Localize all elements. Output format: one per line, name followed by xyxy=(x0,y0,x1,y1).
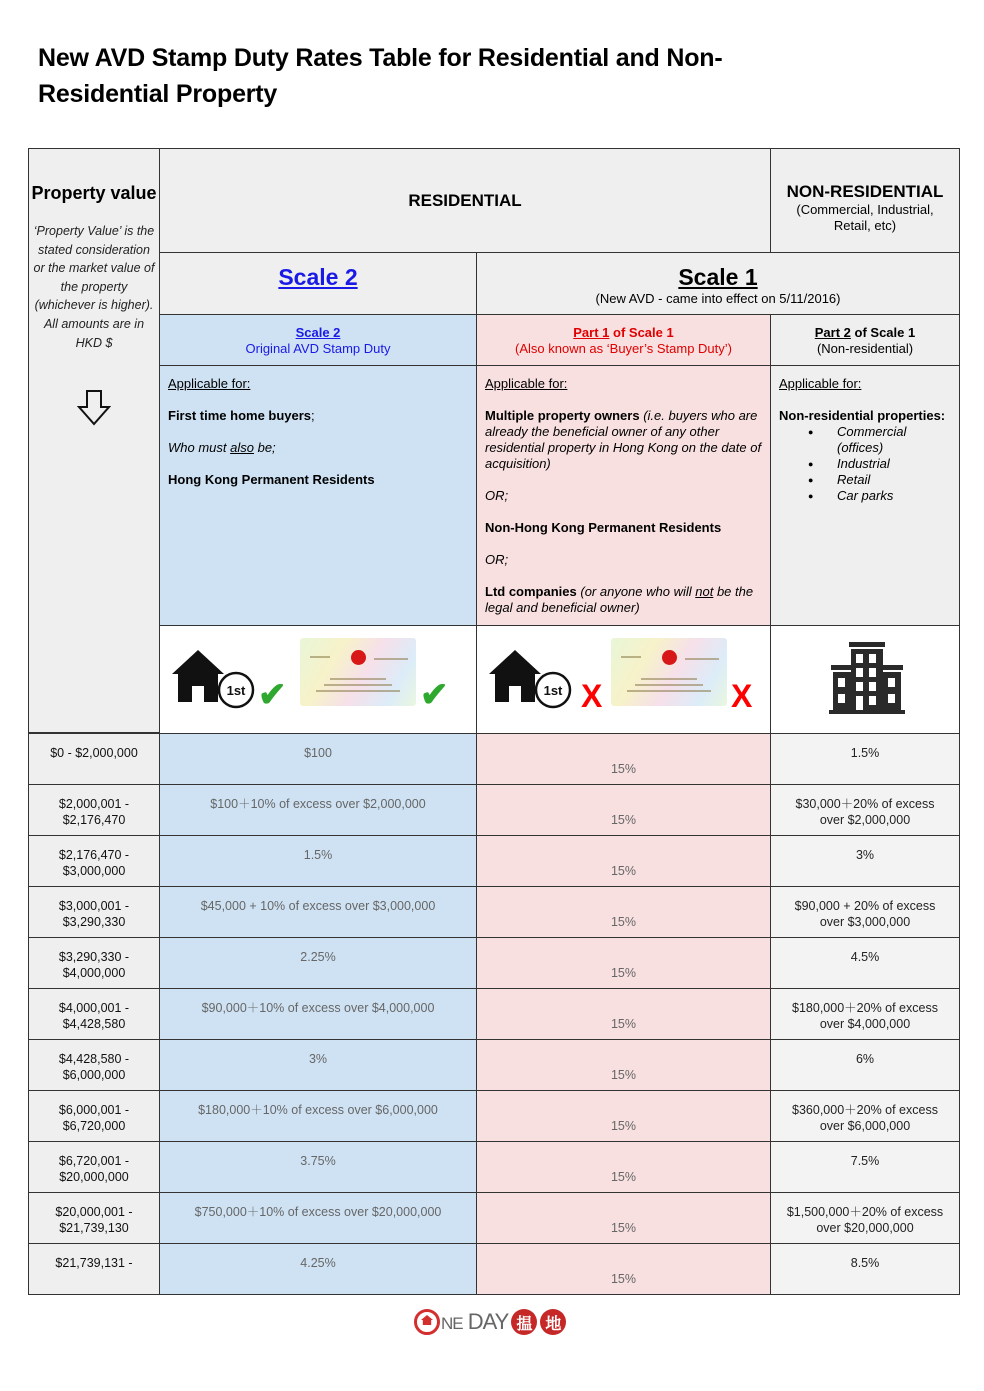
part2-rate-cell xyxy=(770,886,960,938)
scale1-sub: (New AVD - came into effect on 5/11/2016) xyxy=(595,291,841,306)
part1-rate-cell xyxy=(476,1192,771,1244)
rate-range-cell xyxy=(28,1090,160,1142)
list-item: ● Commercial (offices) xyxy=(837,424,951,456)
col-part2-link: Part 2 xyxy=(814,325,851,340)
rate-range-cell-text: $21,739,131 - xyxy=(55,1256,133,1270)
rate-range-cell xyxy=(28,1039,160,1091)
scale1-title: Scale 1 xyxy=(678,264,758,290)
scale2-rate-cell xyxy=(159,886,477,938)
scale2-rate-cell xyxy=(159,988,477,1040)
col-part1-link[interactable]: Part 1 xyxy=(573,325,610,340)
non-res-list xyxy=(779,424,951,504)
who-must-text: Who must xyxy=(168,440,231,455)
cross-icon: X xyxy=(581,678,603,714)
part1-rate-cell xyxy=(476,886,771,938)
scale2-rate-cell xyxy=(159,784,477,836)
part2-rate-cell-text: 1.5% xyxy=(850,746,880,760)
logo-zh-1: 揾 xyxy=(511,1309,537,1335)
scale2-applicability xyxy=(159,365,477,626)
part2-rate-cell xyxy=(770,733,960,785)
part2-rate-cell-text: $30,000＋20% of excess over $2,000,000 xyxy=(795,797,935,827)
also-text: also xyxy=(230,440,254,455)
arrow-down-icon xyxy=(77,390,111,426)
oneday-logo xyxy=(414,1306,574,1338)
rate-range-cell-text: $2,000,001 - $2,176,470 xyxy=(58,797,130,827)
scale2-rate-cell-text: 3% xyxy=(308,1052,328,1066)
col-part1-rest: of Scale 1 xyxy=(609,325,674,340)
ltd-note-pre: (or anyone who will xyxy=(576,584,696,599)
part1-rate-cell xyxy=(476,1141,771,1193)
part1-applicability xyxy=(476,365,771,626)
part2-rate-cell-text: 8.5% xyxy=(850,1256,880,1270)
property-value-label: Property value xyxy=(31,183,157,203)
scale2-rate-cell xyxy=(159,835,477,887)
part2-rate-cell xyxy=(770,1243,960,1295)
rate-range-cell-text: $2,176,470 - $3,000,000 xyxy=(58,848,130,878)
part2-rate-cell-text: $360,000＋20% of excess over $6,000,000 xyxy=(792,1103,938,1133)
scale2-rate-cell-text: $45,000 + 10% of excess over $3,000,000 xyxy=(200,899,436,913)
scale2-rate-cell xyxy=(159,1141,477,1193)
part2-rate-cell-text: 7.5% xyxy=(850,1154,880,1168)
part1-rate-cell-text: 15% xyxy=(610,915,637,929)
scale2-rate-cell-text: 2.25% xyxy=(300,950,336,964)
col-part2-sub: (Non-residential) xyxy=(816,341,914,356)
list-item: ● Retail xyxy=(837,472,951,488)
page-title: New AVD Stamp Duty Rates Table for Residential and Non-Residential Property xyxy=(38,44,723,108)
residential-header xyxy=(159,148,771,253)
rate-range-cell-text: $4,000,001 - $4,428,580 xyxy=(58,1001,130,1031)
part1-rate-cell-text: 15% xyxy=(610,1068,637,1082)
non-residential-header xyxy=(770,148,960,253)
punct: ; xyxy=(311,408,315,423)
part1-rate-cell-text: 15% xyxy=(610,864,637,878)
house-logo-icon xyxy=(414,1309,440,1335)
be-text: be; xyxy=(253,440,276,455)
first-time-buyers: First time home buyers xyxy=(168,408,312,423)
cross-icon: X xyxy=(731,678,753,714)
scale2-rate-cell-text: $750,000＋10% of excess over $20,000,000 xyxy=(194,1205,442,1219)
hkid-card-icon xyxy=(611,638,727,706)
part1-rate-cell xyxy=(476,784,771,836)
part2-rate-cell-text: $90,000 + 20% of excess over $3,000,000 xyxy=(794,899,936,929)
rate-range-cell xyxy=(28,784,160,836)
hkid-card-icon xyxy=(300,638,416,706)
col-part2-rest: of Scale 1 xyxy=(850,325,916,340)
rate-range-cell-text: $6,000,001 - $6,720,000 xyxy=(58,1103,130,1133)
scale2-rate-cell-text: $100＋10% of excess over $2,000,000 xyxy=(210,797,426,811)
non-residential-sub: (Commercial, Industrial, Retail, etc) xyxy=(796,202,934,233)
property-value-header xyxy=(28,148,160,733)
rate-range-cell xyxy=(28,886,160,938)
part1-rate-cell xyxy=(476,733,771,785)
rate-range-cell xyxy=(28,835,160,887)
rate-range-cell xyxy=(28,937,160,989)
non-hk-residents: Non-Hong Kong Permanent Residents xyxy=(485,520,722,535)
rate-range-cell-text: $20,000,001 - $21,739,130 xyxy=(55,1205,133,1235)
part2-applicability xyxy=(770,365,960,626)
scale2-rate-cell-text: 1.5% xyxy=(303,848,333,862)
multiple-owners-note: (i.e. buyers who are already the beneficial owner of any other residential property in Hong Kong on the date of acquisition) xyxy=(485,408,762,471)
or-text: OR; xyxy=(485,552,509,567)
building-icon xyxy=(829,640,905,714)
part1-rate-cell xyxy=(476,1243,771,1295)
hk-permanent-residents: Hong Kong Permanent Residents xyxy=(168,472,375,487)
rate-range-cell-text: $6,720,001 - $20,000,000 xyxy=(58,1154,130,1184)
rate-range-cell xyxy=(28,733,160,785)
house-first-icon xyxy=(170,648,256,712)
rate-range-cell-text: $0 - $2,000,000 xyxy=(50,746,138,760)
part1-rate-cell-text: 15% xyxy=(610,1221,637,1235)
not-text: not xyxy=(695,584,714,599)
scale2-rate-cell xyxy=(159,1090,477,1142)
scale2-rate-cell-text: $180,000＋10% of excess over $6,000,000 xyxy=(198,1103,438,1117)
svg-text:1st: 1st xyxy=(543,683,563,698)
ltd-companies: Ltd companies xyxy=(485,584,577,599)
scale2-title-link[interactable]: Scale 2 xyxy=(278,264,358,290)
part2-rate-cell xyxy=(770,784,960,836)
scale1-header xyxy=(476,252,960,315)
scale2-rate-cell-text: $90,000＋10% of excess over $4,000,000 xyxy=(201,1001,435,1015)
part2-rate-cell xyxy=(770,1192,960,1244)
part1-icons xyxy=(476,625,771,734)
applicable-label: Applicable for: xyxy=(485,376,568,391)
part1-rate-cell-text: 15% xyxy=(610,1170,637,1184)
col-scale2-header xyxy=(159,314,477,366)
part1-rate-cell-text: 15% xyxy=(610,966,637,980)
part2-rate-cell-text: $1,500,000＋20% of excess over $20,000,000 xyxy=(786,1205,944,1235)
check-icon: ✔ xyxy=(258,676,287,714)
part1-rate-cell xyxy=(476,988,771,1040)
scale2-header xyxy=(159,252,477,315)
rate-range-cell-text: $3,000,001 - $3,290,330 xyxy=(58,899,130,929)
rate-range-cell xyxy=(28,1141,160,1193)
rate-range-cell xyxy=(28,988,160,1040)
part1-rate-cell-text: 15% xyxy=(610,1017,637,1031)
rate-range-cell-text: $4,428,580 - $6,000,000 xyxy=(58,1052,130,1082)
part2-rate-cell xyxy=(770,1141,960,1193)
residential-label: RESIDENTIAL xyxy=(408,190,522,210)
part1-rate-cell xyxy=(476,937,771,989)
part2-rate-cell-text: $180,000＋20% of excess over $4,000,000 xyxy=(792,1001,938,1031)
part1-rate-cell-text: 15% xyxy=(610,1272,637,1286)
part1-rate-cell xyxy=(476,1039,771,1091)
part1-rate-cell-text: 15% xyxy=(610,1119,637,1133)
ltd-note-post: be the legal and beneficial owner) xyxy=(485,584,754,615)
part2-icons xyxy=(770,625,960,734)
part1-rate-cell-text: 15% xyxy=(610,813,637,827)
rate-range-cell xyxy=(28,1192,160,1244)
property-value-note: ‘Property Value’ is the stated consideration or the market value of the property (whichever is higher). All amounts are in HKD $ xyxy=(33,224,155,350)
svg-text:1st: 1st xyxy=(226,683,246,698)
list-item: ● Industrial xyxy=(837,456,951,472)
col-scale2-link[interactable]: Scale 2 xyxy=(295,325,341,340)
applicable-label: Applicable for: xyxy=(168,376,251,391)
part2-rate-cell-text: 3% xyxy=(855,848,875,862)
part2-rate-cell xyxy=(770,1090,960,1142)
col-scale2-sub: Original AVD Stamp Duty xyxy=(245,341,391,356)
scale2-rate-cell xyxy=(159,733,477,785)
scale2-icons xyxy=(159,625,477,734)
rate-range-cell-text: $3,290,330 - $4,000,000 xyxy=(58,950,130,980)
scale2-rate-cell xyxy=(159,1243,477,1295)
part2-rate-cell xyxy=(770,937,960,989)
non-residential-label: NON-RESIDENTIAL xyxy=(786,182,944,201)
scale2-rate-cell xyxy=(159,1039,477,1091)
list-item: ● Car parks xyxy=(837,488,951,504)
rate-range-cell xyxy=(28,1243,160,1295)
part2-rate-cell xyxy=(770,1039,960,1091)
house-first-icon xyxy=(487,648,573,712)
col-part1-sub: (Also known as ‘Buyer’s Stamp Duty’) xyxy=(515,341,732,356)
part1-rate-cell-text: 15% xyxy=(610,762,637,776)
logo-text: NE DAY xyxy=(441,1309,509,1334)
part2-rate-cell-text: 4.5% xyxy=(850,950,880,964)
non-res-heading: Non-residential properties: xyxy=(779,408,946,423)
part1-rate-cell xyxy=(476,835,771,887)
part2-rate-cell xyxy=(770,988,960,1040)
or-text: OR; xyxy=(485,488,509,503)
scale2-rate-cell-text: 3.75% xyxy=(300,1154,336,1168)
part1-rate-cell xyxy=(476,1090,771,1142)
col-part1-header xyxy=(476,314,771,366)
applicable-label: Applicable for: xyxy=(779,376,862,391)
scale2-rate-cell xyxy=(159,1192,477,1244)
scale2-rate-cell xyxy=(159,937,477,989)
logo-zh-2: 地 xyxy=(540,1309,566,1335)
check-icon: ✔ xyxy=(420,676,449,714)
multiple-owners: Multiple property owners xyxy=(485,408,640,423)
scale2-rate-cell-text: 4.25% xyxy=(300,1256,336,1270)
part2-rate-cell-text: 6% xyxy=(855,1052,875,1066)
col-part2-header xyxy=(770,314,960,366)
scale2-rate-cell-text: $100 xyxy=(304,746,332,760)
part2-rate-cell xyxy=(770,835,960,887)
